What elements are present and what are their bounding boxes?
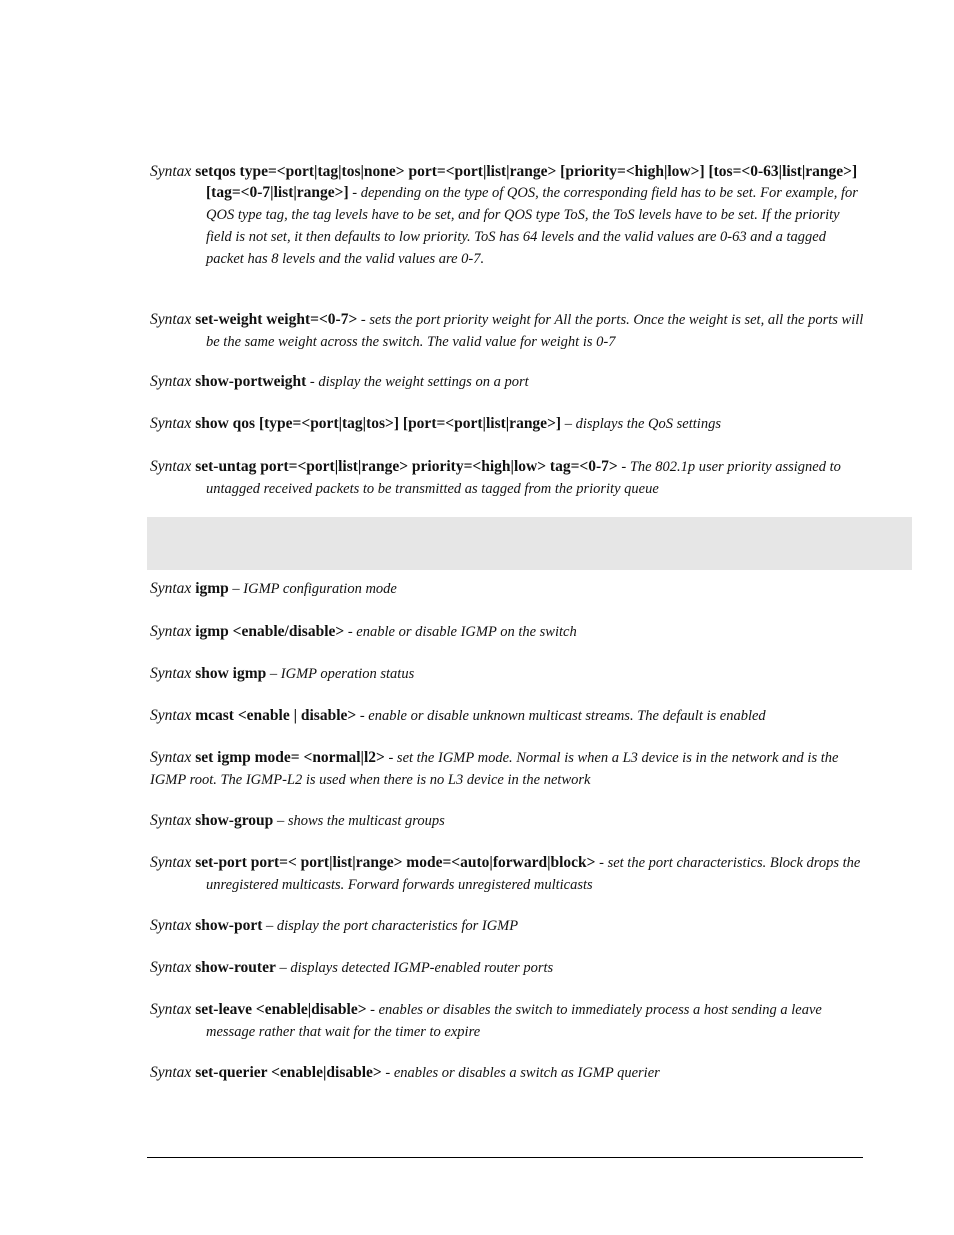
syntax-keyword: Syntax [150,163,192,180]
syntax-entry-show-igmp [150,663,866,685]
syntax-entry-set-untag [150,456,866,500]
syntax-entry-set-port [150,852,866,896]
footer-rule [147,1157,863,1158]
command-text: show igmp [195,665,267,682]
syntax-keyword: Syntax [150,1064,192,1081]
command-description: - enable or disable IGMP on the switch [344,624,577,640]
syntax-entry-set-igmp-mode [150,747,866,791]
syntax-entry-set-leave [150,999,866,1043]
command-description: - display the weight settings on a port [306,374,529,390]
command-text: setqos type=<port|tag|tos|none> port=<port|list|range> [priority=<high|low>] [tos=<0-63|list|range>][tag=<0-7|list|range>] [195,163,858,201]
syntax-keyword: Syntax [150,854,192,871]
command-text: show-router [195,959,276,976]
command-text: show qos [type=<port|tag|tos>] [port=<port|list|range>] [195,415,562,432]
command-text: show-group [195,812,274,829]
section-header-band [147,517,912,570]
command-text: mcast <enable | disable> [195,707,357,724]
command-description: – shows the multicast groups [273,813,445,829]
syntax-keyword: Syntax [150,580,192,597]
syntax-keyword: Syntax [150,917,192,934]
syntax-entry-setqos [150,161,866,270]
syntax-entry-set-weight [150,309,866,353]
syntax-entry-show-router [150,957,866,979]
syntax-keyword: Syntax [150,311,192,328]
command-description: - The 802.1p user priority assigned to untagged received packets to be transmitted as tagged from the priority queue [206,459,841,497]
command-description: – IGMP configuration mode [228,581,397,597]
command-description: - set the IGMP mode. Normal is when a L3 device is in the network and is the IGMP root. The IGMP-L2 is used when there is no L3 device in the network [150,750,839,788]
syntax-keyword: Syntax [150,458,192,475]
syntax-keyword: Syntax [150,623,192,640]
syntax-entry-mcast [150,705,866,727]
syntax-keyword: Syntax [150,707,192,724]
command-text: set-untag port=<port|list|range> priority=<high|low> tag=<0-7> [195,458,618,475]
syntax-keyword: Syntax [150,373,192,390]
command-description: – displays detected IGMP-enabled router ports [275,960,554,976]
command-text: igmp <enable/disable> [195,623,345,640]
syntax-entry-igmp-enable [150,621,866,643]
command-text: set-querier <enable|disable> [195,1064,382,1081]
command-text: set-port port=< port|list|range> mode=<auto|forward|block> [195,854,596,871]
syntax-entry-set-querier [150,1062,866,1084]
syntax-keyword: Syntax [150,415,192,432]
syntax-entry-igmp [150,578,866,600]
command-description: - enables or disables a switch as IGMP querier [381,1065,660,1081]
command-text: set-leave <enable|disable> [195,1001,367,1018]
command-description: - depending on the type of QOS, the corresponding field has to be set. For example, for QOS type tag, the tag levels have to be set, and for QOS type ToS, the ToS levels have to be set. If the priority field is not set, it then defaults to low priority. ToS has 64 levels and the valid values are 0-63 and a tagged packet has 8 levels and the valid values are 0-7. [206,185,858,267]
command-text: set-weight weight=<0-7> [195,311,358,328]
command-description: – IGMP operation status [266,666,415,682]
command-description: – display the port characteristics for IGMP [262,918,519,934]
syntax-keyword: Syntax [150,1001,192,1018]
command-description: - enables or disables the switch to immediately process a host sending a leave message rather that wait for the timer to expire [206,1002,822,1040]
command-description: - enable or disable unknown multicast streams. The default is enabled [356,708,766,724]
syntax-entry-show-port [150,915,866,937]
syntax-keyword: Syntax [150,959,192,976]
syntax-keyword: Syntax [150,749,192,766]
syntax-entry-show-group [150,810,866,832]
syntax-entry-show-qos [150,413,866,435]
command-text: show-port [195,917,263,934]
command-description: - set the port characteristics. Block drops the unregistered multicasts. Forward forwards unregistered multicasts [206,855,861,893]
syntax-keyword: Syntax [150,665,192,682]
command-text: igmp [195,580,229,597]
syntax-entry-show-portweight [150,371,866,393]
command-text: show-portweight [195,373,307,390]
command-description: - sets the port priority weight for All the ports. Once the weight is set, all the ports will be the same weight across the switch. The valid value for weight is 0-7 [206,312,864,350]
syntax-keyword: Syntax [150,812,192,829]
command-description: – displays the QoS settings [561,416,721,432]
command-text: set igmp mode= <normal|l2> [195,749,385,766]
